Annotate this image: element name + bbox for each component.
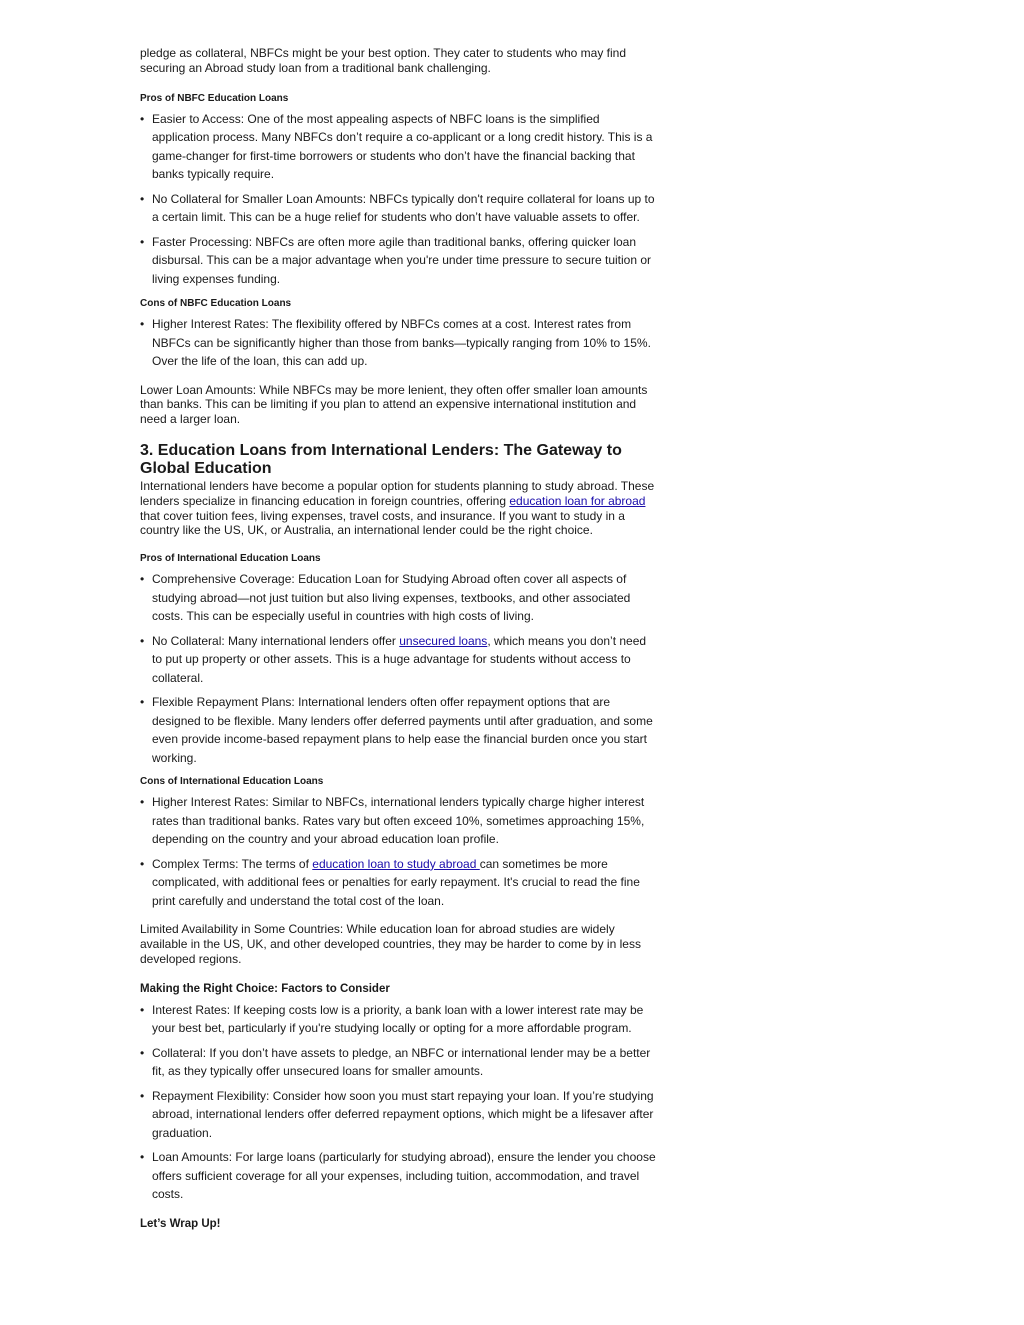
list-item: • Easier to Access: One of the most appealing aspects of NBFC loans is the simplified application process. Many NBFCs don’t require a co-applicant or a long credit history. This is a game-changer for first-time borrowers or students who don’t have the financial backing that banks typically require. [140,110,658,184]
limited-availability-paragraph: Limited Availability in Some Countries: While education loan for abroad studies are widely available in the US, UK, and other developed countries, they may be harder to come by in less developed regions. [140,922,641,966]
item-text-before: Complex Terms: The terms of [152,856,313,871]
factors-heading: Making the Right Choice: Factors to Consider [140,982,390,995]
list-item: • Repayment Flexibility: Consider how soon you must start repaying your loan. If you’re studying abroad, international lenders offer deferred repayment options, which might be a lifesaver after graduation. [140,1087,658,1143]
list-item: • Comprehensive Coverage: Education Loan for Studying Abroad often cover all aspects of studying abroad—not just tuition but also living expenses, textbooks, and other associated costs. This can be especially useful in countries with high costs of living. [140,570,658,626]
international-cons-list [140,793,658,910]
item-text-after: , which means you don’t need to put up property or other assets. This is a huge advantage for students without access to collateral. [152,633,647,685]
intro-paragraph: pledge as collateral, NBFCs might be your best option. They cater to students who may find securing an Abroad study loan from a traditional bank challenging. [140,46,627,75]
nbfc-cons-heading: Cons of NBFC Education Loans [140,298,292,310]
education-loan-to-study-abroad-link[interactable]: education loan to study abroad [312,856,480,871]
item-text-before: No Collateral: Many international lenders offer [152,633,400,648]
factors-list [140,1001,658,1204]
list-item: • Faster Processing: NBFCs are often more agile than traditional banks, offering quicker loan disbursal. This can be a major advantage when you're under time pressure to secure tuition or living expenses funding. [140,233,658,289]
list-item: • Collateral: If you don’t have assets to pledge, an NBFC or international lender may be a better fit, as they typically offer unsecured loans for smaller amounts. [140,1044,658,1081]
list-item: • Interest Rates: If keeping costs low is a priority, a bank loan with a lower interest rate may be your best bet, particularly if you're studying locally or opting for a more affordable program. [140,1001,658,1038]
wrap-up-heading: Let’s Wrap Up! [140,1217,221,1230]
item-text-after: can sometimes be more complicated, with additional fees or penalties for early repayment. It's crucial to read the fine print carefully and understand the total cost of the loan. [152,856,640,908]
intro-text-before: International lenders have become a popular option for students planning to study abroad. These lenders specialize in financing education in foreign countries, offering [140,478,655,508]
international-intro-paragraph [140,479,658,538]
nbfc-pros-list [140,110,658,289]
list-item: • Higher Interest Rates: The flexibility offered by NBFCs comes at a cost. Interest rates from NBFCs can be significantly higher than those from banks—typically ranging from 10% to 15%. Over the life of the loan, this can add up. [140,315,658,371]
international-pros-list [140,570,658,767]
list-item: • Higher Interest Rates: Similar to NBFCs, international lenders typically charge higher interest rates than traditional banks. Rates vary but often exceed 10%, sometimes approaching 15%, depending on the country and your abroad education loan profile. [140,793,658,849]
unsecured-loans-link[interactable]: unsecured loans [399,633,488,648]
education-loan-for-abroad-link[interactable]: education loan for abroad [509,493,646,508]
list-item: • Loan Amounts: For large loans (particularly for studying abroad), ensure the lender you choose offers sufficient coverage for all your expenses, including tuition, accommodation, and travel costs. [140,1148,658,1204]
international-lenders-heading: 3. Education Loans from International Lenders: The Gateway to Global Education [140,441,622,477]
article-body [140,46,658,1231]
intro-text-after: that cover tuition fees, living expenses, travel costs, and insurance. If you want to study in a country like the US, UK, or Australia, an international lender could be the right choice. [140,508,625,538]
list-item: • No Collateral for Smaller Loan Amounts: NBFCs typically don't require collateral for loans up to a certain limit. This can be a huge relief for students who don’t have valuable assets to offer. [140,190,658,227]
international-pros-heading: Pros of International Education Loans [140,553,321,565]
list-item [140,632,658,688]
nbfc-pros-heading: Pros of NBFC Education Loans [140,92,289,104]
nbfc-lower-amounts-paragraph: Lower Loan Amounts: While NBFCs may be more lenient, they often offer smaller loan amounts than banks. This can be limiting if you plan to attend an expensive international institution and need a larger loan. [140,382,648,427]
international-cons-heading: Cons of International Education Loans [140,776,324,788]
nbfc-cons-list [140,315,658,371]
list-item [140,855,658,911]
list-item: • Flexible Repayment Plans: International lenders often offer repayment options that are designed to be flexible. Many lenders offer deferred payments until after graduation, and some even provide income-based repayment plans to help ease the financial burden once you start working. [140,693,658,767]
